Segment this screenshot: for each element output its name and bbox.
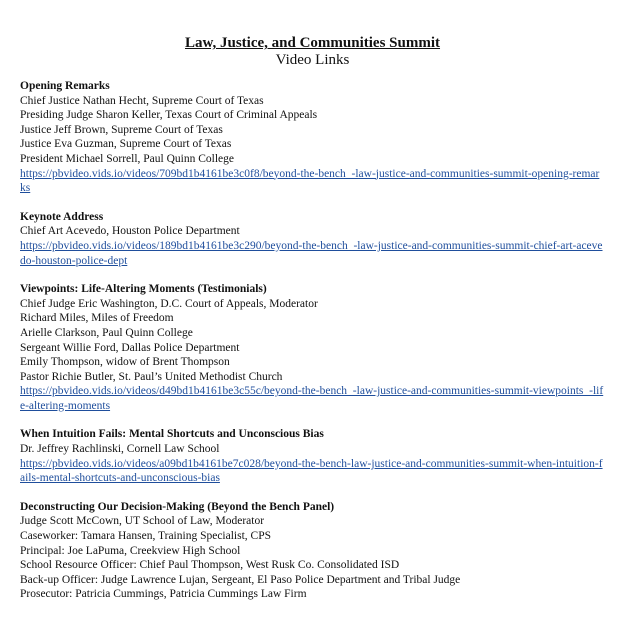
- speaker-line: Principal: Joe LaPuma, Creekview High School: [20, 544, 241, 557]
- section-heading: Keynote Address: [20, 210, 104, 223]
- speaker-line: Judge Scott McCown, UT School of Law, Moderator: [20, 515, 265, 528]
- speaker-line: Justice Jeff Brown, Supreme Court of Texas: [20, 123, 223, 136]
- document-page: [20, 34, 605, 616]
- speaker-line: Sergeant Willie Ford, Dallas Police Department: [20, 341, 240, 354]
- section-heading: Opening Remarks: [20, 80, 110, 92]
- speaker-line: School Resource Officer: Chief Paul Thompson, West Rusk Co. Consolidated ISD: [20, 559, 400, 572]
- document-subtitle: Video Links: [275, 52, 350, 68]
- video-link[interactable]: https://pbvideo.vids.io/videos/a09bd1b4161be7c028/beyond-the-bench-law-justice-and-communities-summit-when-intuition-fails-mental-shortcuts-and-unconscious-bias: [20, 457, 603, 485]
- speaker-line: Chief Justice Nathan Hecht, Supreme Court of Texas: [20, 94, 264, 107]
- speaker-line: Caseworker: Tamara Hansen, Training Specialist, CPS: [20, 530, 271, 543]
- video-link[interactable]: https://pbvideo.vids.io/videos/d49bd1b4161be3c55c/beyond-the-bench_-law-justice-and-communities-summit-viewpoints_-life-altering-moments: [20, 385, 604, 412]
- speaker-line: Richard Miles, Miles of Freedom: [20, 312, 174, 325]
- speaker-line: Justice Eva Guzman, Supreme Court of Texas: [20, 138, 232, 151]
- document-title: Law, Justice, and Communities Summit: [184, 35, 441, 51]
- section-heading: Viewpoints: Life-Altering Moments (Testimonials): [20, 283, 267, 296]
- speaker-line: Chief Art Acevedo, Houston Police Department: [20, 225, 240, 238]
- speaker-line: Arielle Clarkson, Paul Quinn College: [20, 326, 193, 339]
- speaker-line: Back-up Officer: Judge Lawrence Lujan, Sergeant, El Paso Police Department and Tribal Judge: [20, 573, 461, 586]
- video-link[interactable]: https://pbvideo.vids.io/videos/709bd1b4161be3c0f8/beyond-the-bench_-law-justice-and-communities-summit-opening-remarks: [20, 167, 600, 195]
- video-link[interactable]: https://pbvideo.vids.io/videos/189bd1b4161be3c290/beyond-the-bench_-law-justice-and-communities-summit-chief-art-acevedo-houston-police-dept: [20, 239, 603, 267]
- speaker-line: Pastor Richie Butler, St. Paul’s United Methodist Church: [20, 370, 283, 383]
- section-viewpoints: [20, 282, 605, 413]
- section-keynote-address: [20, 210, 605, 268]
- section-intuition-fails: [20, 427, 605, 485]
- section-deconstructing-decision-making: [20, 500, 605, 602]
- speaker-line: Chief Judge Eric Washington, D.C. Court of Appeals, Moderator: [20, 297, 318, 310]
- speaker-line: Dr. Jeffrey Rachlinski, Cornell Law School: [20, 443, 220, 456]
- speaker-line: Prosecutor: Patricia Cummings, Patricia Cummings Law Firm: [20, 588, 307, 601]
- section-heading: Deconstructing Our Decision-Making (Beyond the Bench Panel): [20, 500, 335, 513]
- speaker-line: President Michael Sorrell, Paul Quinn College: [20, 152, 234, 165]
- section-heading: When Intuition Fails: Mental Shortcuts and Unconscious Bias: [20, 428, 324, 441]
- section-opening-remarks: [20, 79, 605, 196]
- speaker-line: Presiding Judge Sharon Keller, Texas Court of Criminal Appeals: [20, 109, 318, 122]
- speaker-line: Emily Thompson, widow of Brent Thompson: [20, 356, 230, 369]
